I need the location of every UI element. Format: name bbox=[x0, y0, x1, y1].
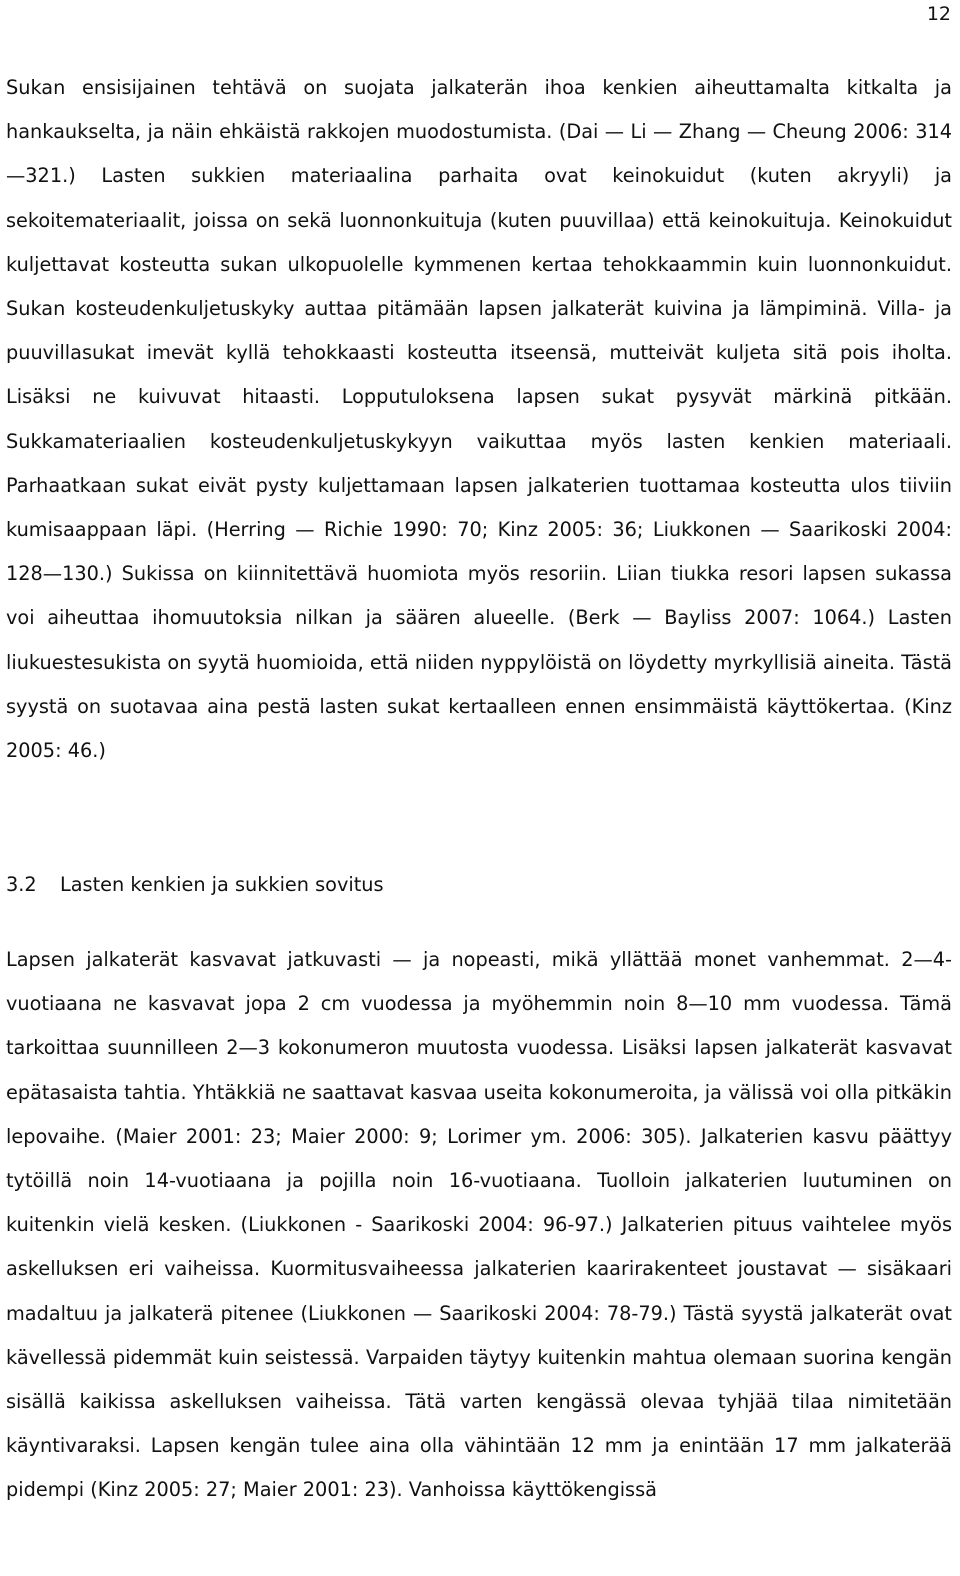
section-title: Lasten kenkien ja sukkien sovitus bbox=[60, 873, 384, 896]
page-number: 12 bbox=[926, 3, 951, 25]
body-paragraph-socks-materials: Sukan ensisijainen tehtävä on suojata jalkaterän ihoa kenkien aiheuttamalta kitkalta ja hankaukselta, ja näin ehkäistä rakkojen muodostumista. (Dai — Li — Zhang — Cheung 2006: 314—321.) Lasten sukkien materiaalina parhaita ovat keinokuidut (kuten akryyli) ja sekoitemateriaalit, joissa on sekä luonnonkuituja (kuten puuvillaa) että keinokuituja. Keinokuidut kuljettavat kosteutta sukan ulkopuolelle kymmenen kertaa tehokkaammin kuin luonnonkuidut. Sukan kosteudenkuljetuskyky auttaa pitämään lapsen jalkaterät kuivina ja lämpiminä. Villa- ja puuvillasukat imevät kyllä tehokkaasti kosteutta itseensä, mutteivät kuljeta sitä pois iholta. Lisäksi ne kuivuvat hitaasti. Lopputuloksena lapsen sukat pysyvät märkinä pitkään. Sukkamateriaalien kosteudenkuljetuskykyyn vaikuttaa myös lasten kenkien materiaali. Parhaatkaan sukat eivät pysty kuljettamaan lapsen jalkaterien tuottamaa kosteutta ulos tiiviin kumisaappaan läpi. (Herring — Richie 1990: 70; Kinz 2005: 36; Liukkonen — Saarikoski 2004: 128—130.) Sukissa on kiinnitettävä huomiota myös resoriin. Liian tiukka resori lapsen sukassa voi aiheuttaa ihomuutoksia nilkan ja säären alueelle. (Berk — Bayliss 2007: 1064.) Lasten liukuestesukista on syytä huomioida, että niiden nyppylöistä on löydetty myrkyllisiä aineita. Tästä syystä on suotavaa aina pestä lasten sukat kertaalleen ennen ensimmäistä käyttökertaa. (Kinz 2005: 46.) bbox=[6, 76, 952, 763]
body-paragraph-fitting: Lapsen jalkaterät kasvavat jatkuvasti — ja nopeasti, mikä yllättää monet vanhemmat. 2—4-vuotiaana ne kasvavat jopa 2 cm vuodessa ja myöhemmin noin 8—10 mm vuodessa. Tämä tarkoittaa suunnilleen 2—3 kokonumeron muutosta vuodessa. Lisäksi lapsen jalkaterät kasvavat epätasaista tahtia. Yhtäkkiä ne saattavat kasvaa useita kokonumeroita, ja välissä voi olla pitkäkin lepovaihe. (Maier 2001: 23; Maier 2000: 9; Lorimer ym. 2006: 305). Jalkaterien kasvu päättyy tytöillä noin 14-vuotiaana ja pojilla noin 16-vuotiaana. Tuolloin jalkaterien luutuminen on kuitenkin vielä kesken. (Liukkonen - Saarikoski 2004: 96-97.) Jalkaterien pituus vaihtelee myös askelluksen eri vaiheissa. Kuormitusvaiheessa jalkaterien kaarirakenteet joustavat — sisäkaari madaltuu ja jalkaterä pitenee (Liukkonen — Saarikoski 2004: 78-79.) Tästä syystä jalkaterät ovat kävellessä pidemmät kuin seistessä. Varpaiden täytyy kuitenkin mahtua olemaan suorina kengän sisällä kaikissa askelluksen vaiheissa. Tätä varten kengässä olevaa tyhjää tilaa nimitetään käyntivaraksi. Lapsen kengän tulee aina olla vähintään 12 mm ja enintään 17 mm jalkaterää pidempi (Kinz 2005: 27; Maier 2001: 23). Vanhoissa käyttökengissä bbox=[6, 948, 952, 1502]
section-heading bbox=[6, 870, 384, 900]
section-number: 3.2 bbox=[6, 873, 37, 896]
